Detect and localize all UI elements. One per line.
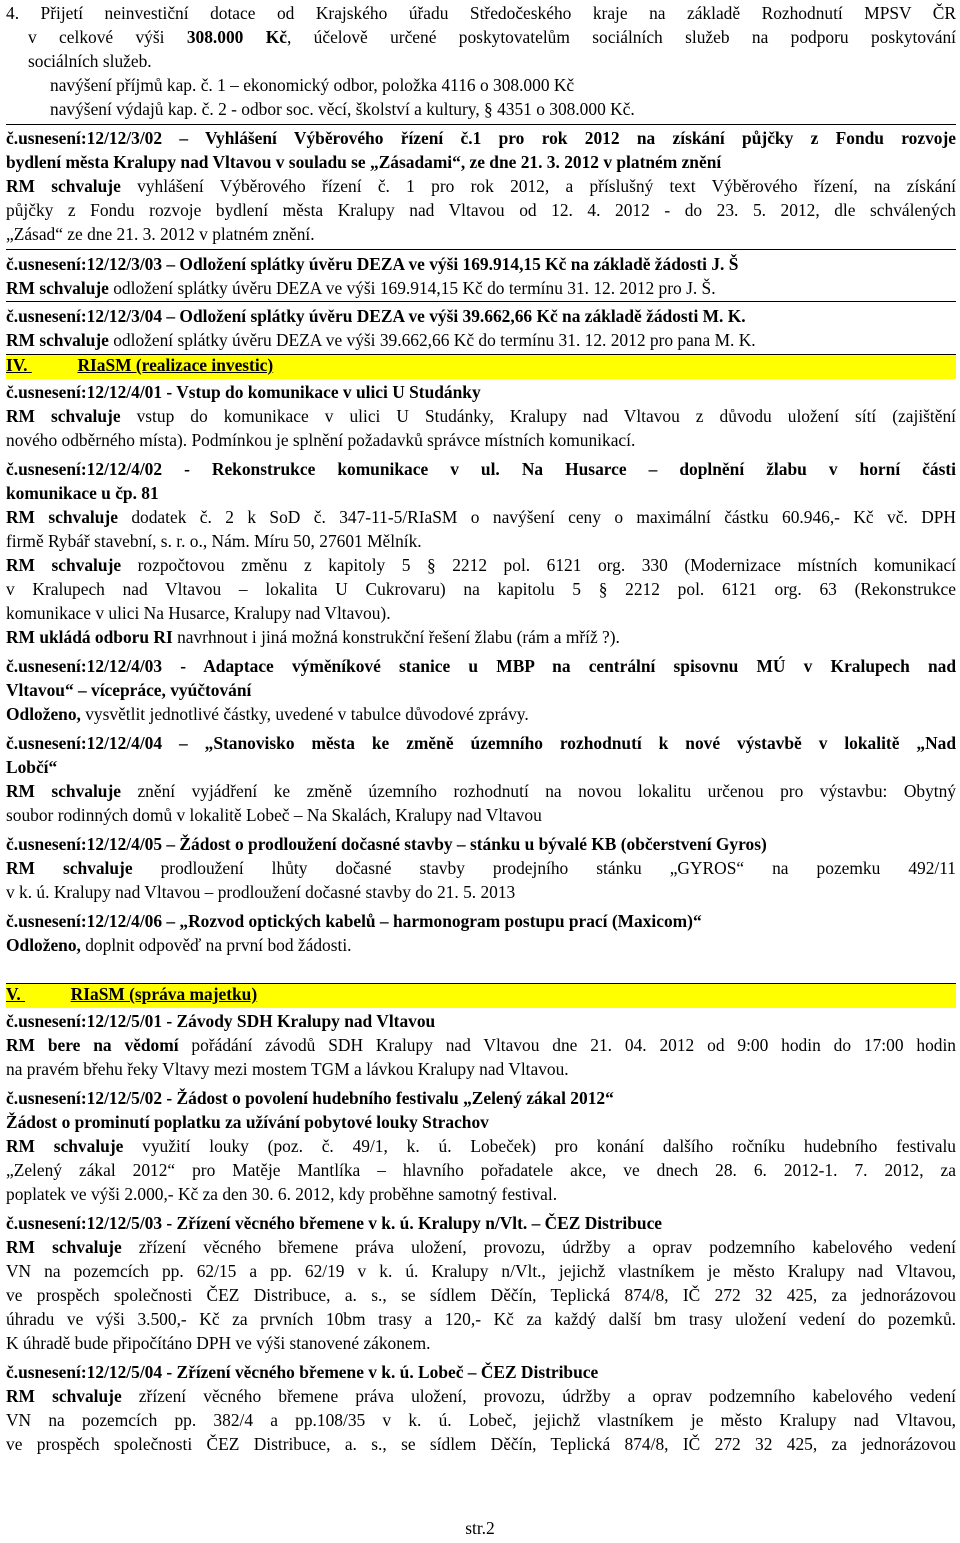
text-run: „Zelený zákal 2012“ pro Matěje Mantlíka – hlavního pořadatele akce, ve dnech 28. 6. 2012-1. 7. 2012, za [6,1160,956,1180]
text-run: prodloužení lhůty dočasné stavby prodejního stánku „GYROS“ na pozemku 492/11 [132,858,956,878]
section-heading [6,983,956,1007]
section-number: IV. [6,355,28,375]
section-divider [6,249,956,250]
section-number: V. [6,984,21,1004]
section-heading [6,354,956,378]
bold-text: RM bere na vědomí [6,1035,179,1055]
bold-text: č.usnesení:12/12/4/01 - Vstup do komunikace v ulici U Studánky [6,382,481,402]
text-line [6,1308,956,1332]
bold-text: Lobčí“ [6,757,58,777]
text-run: sociálních služeb. [28,51,152,71]
text-run: , účelově určené poskytovatelům sociálních služeb na podporu poskytování [286,27,956,47]
text-run: odložení splátky úvěru DEZA ve výši 39.662,66 Kč do termínu 31. 12. 2012 pro pana M. K. [108,330,756,350]
text-line [6,1385,956,1409]
bold-text: RM schvaluje [6,278,109,298]
text-line [6,175,956,199]
text-run: půjčky z Fondu rozvoje bydlení města Kralupy nad Vltavou od 12. 4. 2012 - do 23. 5. 2012, dle schválených [6,200,956,220]
text-run: v celkové výši [28,27,187,47]
bold-text: RM ukládá odboru RI [6,627,173,647]
section-divider [6,124,956,125]
text-run: doplnit odpověď na první bod žádosti. [80,935,352,955]
bold-text: č.usnesení:12/12/5/03 - Zřízení věcného břemene v k. ú. Kralupy n/Vlt. – ČEZ Distribuce [6,1213,663,1233]
text-run: ve prospěch společnosti ČEZ Distribuce, a. s., se sídlem Děčín, Teplická 874/8, IČ 272 32 425, za jednorázovou [6,1434,956,1454]
text-line [6,602,956,626]
bold-text: č.usnesení:12/12/3/03 – Odložení splátky úvěru DEZA ve výši 169.914,15 Kč na základě žádosti J. Š [6,254,739,274]
text-line [28,50,956,74]
page-number: str.2 [465,1518,495,1538]
text-run: soubor rodinných domů v lokalitě Lobeč – Na Skalách, Kralupy nad Vltavou [6,805,542,825]
bold-text: RM schvaluje [6,1237,122,1257]
text-line [6,804,956,828]
bold-text: č.usnesení:12/12/3/04 – Odložení splátky úvěru DEZA ve výši 39.662,66 Kč na základě žádosti M. K. [6,306,746,326]
bold-text: RM schvaluje [6,1136,124,1156]
text-line [6,458,956,482]
text-line [6,626,956,650]
text-line [6,1260,956,1284]
bold-text: bydlení města Kralupy nad Vltavou v souladu se „Zásadami“, ze dne 21. 3. 2012 v platném znění [6,152,722,172]
text-line [6,1058,956,1082]
text-line [6,405,956,429]
bold-text: č.usnesení:12/12/3/02 – Vyhlášení Výběrového řízení č.1 pro rok 2012 na získání půjčky z Fondu rozvoje [6,128,956,148]
bold-text: č.usnesení:12/12/5/02 - Žádost o povolení hudebního festivalu „Zelený zákal 2012“ [6,1088,614,1108]
text-line [6,381,956,405]
text-line [6,910,956,934]
text-line [50,74,956,98]
bold-text: RM schvaluje [6,406,121,426]
text-line [6,1135,956,1159]
section-title: RIaSM (správa majetku) [70,984,258,1004]
text-run: na pravém břehu řeky Vltavy mezi mostem TGM a lávkou Kralupy nad Vltavou. [6,1059,569,1079]
text-run: pořádání závodů SDH Kralupy nad Vltavou dne 21. 04. 2012 od 9:00 hodin do 17:00 hodin [178,1035,956,1055]
text-line [6,2,956,26]
text-line [6,1433,956,1457]
text-run: úhradu ve výši 3.500,- Kč za prvních 10bm trasy a 120,- Kč za každý další bm trasy uložení vedení do pozemků. [6,1309,956,1329]
text-run: odložení splátky úvěru DEZA ve výši 169.914,15 Kč do termínu 31. 12. 2012 pro J. Š. [108,278,716,298]
text-line [6,679,956,703]
text-line [6,253,956,277]
text-line [6,756,956,780]
text-line [6,1284,956,1308]
text-line [6,1087,956,1111]
text-run: vyhlášení Výběrového řízení č. 1 pro rok 2012, a příslušný text Výběrového řízení, na získání [120,176,956,196]
text-line [6,655,956,679]
text-run: VN na pozemcích pp. 382/4 a pp.108/35 v k. ú. Lobeč, jejichž vlastníkem je město Kralupy nad Vltavou, [6,1410,956,1430]
bold-text: č.usnesení:12/12/4/02 - Rekonstrukce komunikace v ul. Na Husarce – doplnění žlabu v horní části [6,459,956,479]
text-line [6,1332,956,1356]
bold-text: č.usnesení:12/12/5/04 - Zřízení věcného břemene v k. ú. Lobeč – ČEZ Distribuce [6,1362,599,1382]
text-line [6,1183,956,1207]
bold-text: RM schvaluje [6,858,133,878]
text-line [6,429,956,453]
text-run: zřízení věcného břemene práva uložení, provozu, údržby a oprav podzemního kabelového vedení [121,1386,956,1406]
bold-text: č.usnesení:12/12/4/03 - Adaptace výměníkové stanice u MBP na centrální spisovnu MÚ v Kralupech nad [6,656,956,676]
text-line [6,506,956,530]
text-line [6,530,956,554]
bold-text: č.usnesení:12/12/4/04 – „Stanovisko města ke změně územního rozhodnutí k nové výstavbě v lokalitě „Nad [6,733,956,753]
text-line [6,554,956,578]
text-run: zřízení věcného břemene práva uložení, provozu, údržby a oprav podzemního kabelového vedení [121,1237,956,1257]
text-line [6,1236,956,1260]
text-run: komunikace v ulici Na Husarce, Kralupy nad Vltavou). [6,603,391,623]
bold-text: Žádost o prominutí poplatku za užívání pobytové louky Strachov [6,1112,489,1132]
bold-text: Odloženo, [6,935,81,955]
text-run: „Zásad“ ze dne 21. 3. 2012 v platném znění. [6,224,315,244]
text-line [6,833,956,857]
text-run: v Kralupech nad Vltavou – lokalita U Cukrovaru) na kapitolu 5 § 2212 pol. 6121 org. 63 (Rekonstrukce [6,579,956,599]
bold-text: č.usnesení:12/12/4/06 – „Rozvod optických kabelů – harmonogram postupu prací (Maxicom)“ [6,911,702,931]
bold-text: 308.000 Kč [186,27,287,47]
text-line [6,881,956,905]
text-run: navýšení příjmů kap. č. 1 – ekonomický odbor, položka 4116 o 308.000 Kč [50,75,575,95]
text-line [28,26,956,50]
text-line [6,127,956,151]
text-line [6,732,956,756]
bold-text: komunikace u čp. 81 [6,483,159,503]
text-line [6,1034,956,1058]
bold-text: RM schvaluje [6,555,122,575]
section-title: RIaSM (realizace investic) [77,355,274,375]
text-run: znění vyjádření ke změně územního rozhodnutí na novou lokalitu určenou pro výstavbu: Obytný [121,781,956,801]
bold-text: č.usnesení:12/12/5/01 - Závody SDH Kralupy nad Vltavou [6,1011,436,1031]
text-run: rozpočtovou změnu z kapitoly 5 § 2212 pol. 6121 org. 330 (Modernizace místních komunikací [121,555,956,575]
text-line [6,223,956,247]
text-line [6,1212,956,1236]
text-line [6,1361,956,1385]
text-run: K úhradě bude připočítáno DPH ve výši stanovené zákonem. [6,1333,431,1353]
text-run: vysvětlit jednotlivé částky, uvedené v tabulce důvodové zprávy. [80,704,529,724]
text-line [6,1159,956,1183]
text-line [6,277,956,301]
text-run: navýšení výdajů kap. č. 2 - odbor soc. věcí, školství a kultury, § 4351 o 308.000 Kč. [50,99,635,119]
section-divider [6,301,956,302]
bold-text: RM schvaluje [6,507,118,527]
text-run: 4. Přijetí neinvestiční dotace od Krajského úřadu Středočeského kraje na základě Rozhodnutí MPSV ČR [6,3,956,23]
text-run: využití louky (poz. č. 49/1, k. ú. Lobeček) pro konání dalšího ročníku hudebního festivalu [123,1136,956,1156]
text-line [6,482,956,506]
text-run: vstup do komunikace v ulici U Studánky, Kralupy nad Vltavou z důvodu uložení sítí (zajištění [120,406,956,426]
text-run: ve prospěch společnosti ČEZ Distribuce, a. s., se sídlem Děčín, Teplická 874/8, IČ 272 32 425, za jednorázovou [6,1285,956,1305]
text-line [6,934,956,958]
bold-text: Odloženo, [6,704,81,724]
text-run: dodatek č. 2 k SoD č. 347-11-5/RIaSM o navýšení ceny o maximální částku 60.946,- Kč vč. DPH [117,507,956,527]
bold-text: RM schvaluje [6,176,121,196]
text-line [6,151,956,175]
text-line [6,199,956,223]
text-run: navrhnout i jiná možná konstrukční řešení žlabu (rám a mříž ?). [172,627,620,647]
text-line [50,98,956,122]
text-line [6,329,956,353]
text-run: poplatek ve výši 2.000,- Kč za den 30. 6. 2012, kdy proběhne samotný festival. [6,1184,558,1204]
text-run: v k. ú. Kralupy nad Vltavou – prodloužení dočasné stavby do 21. 5. 2013 [6,882,516,902]
text-run: firmě Rybář stavební, s. r. o., Nám. Míru 50, 27601 Mělník. [6,531,422,551]
text-line [6,857,956,881]
bold-text: RM schvaluje [6,781,121,801]
text-line [6,578,956,602]
text-line [6,305,956,329]
bold-text: RM schvaluje [6,1386,122,1406]
text-line [6,1111,956,1135]
text-run: VN na pozemcích pp. 62/15 a pp. 62/19 v k. ú. Kralupy n/Vlt., jejichž vlastníkem je město Kralupy nad Vltavou, [6,1261,956,1281]
bold-text: RM schvaluje [6,330,109,350]
text-line [6,780,956,804]
text-line [6,1010,956,1034]
bold-text: Vltavou“ – vícepráce, vyúčtování [6,680,252,700]
text-line [6,1409,956,1433]
bold-text: č.usnesení:12/12/4/05 – Žádost o prodloužení dočasné stavby – stánku u bývalé KB (občerstvení Gyros) [6,834,767,854]
text-line [6,703,956,727]
text-run: nového odběrného místa). Podmínkou je splnění požadavků správce místních komunikací. [6,430,636,450]
